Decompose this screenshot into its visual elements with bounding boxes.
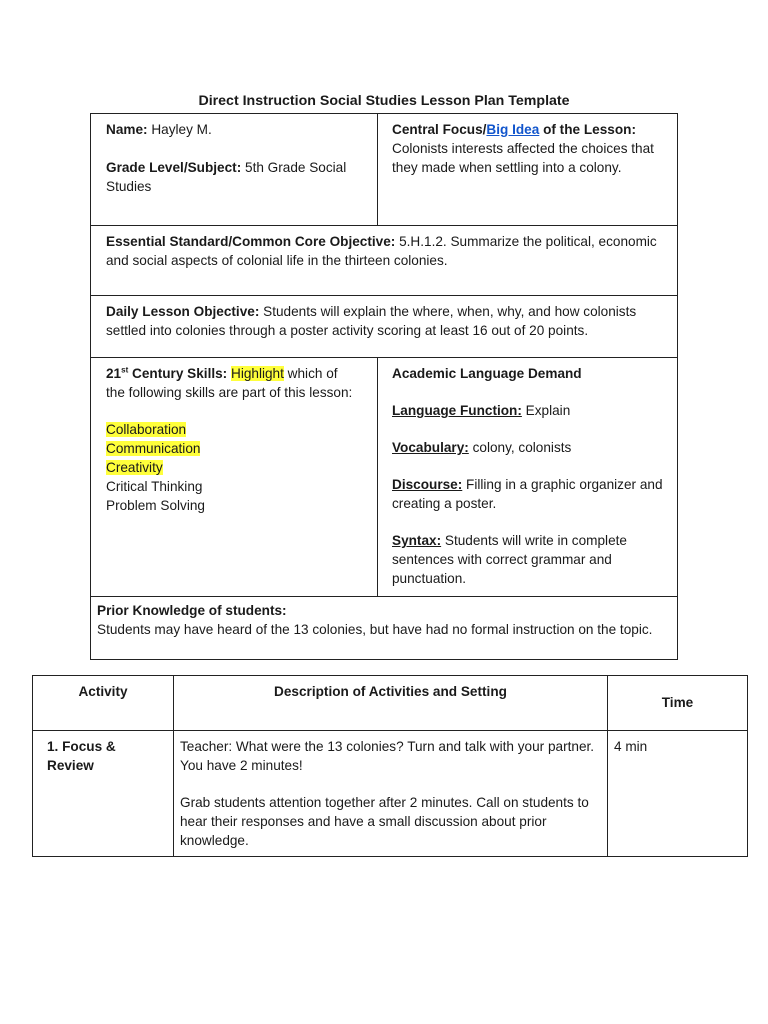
skill-item — [106, 458, 363, 477]
skill-item-label: Collaboration — [106, 422, 187, 437]
prior-knowledge-label: Prior Knowledge of students: — [97, 603, 287, 618]
document-title: Direct Instruction Social Studies Lesson Plan Template — [198, 93, 570, 109]
skill-item — [106, 496, 363, 515]
syntax-label: Syntax: — [392, 533, 442, 548]
name-value: Hayley M. — [147, 122, 212, 137]
activity-time: 4 min — [608, 731, 748, 857]
skills-cell — [91, 358, 378, 596]
academic-language-heading: Academic Language Demand — [392, 366, 582, 381]
table-row — [33, 731, 748, 857]
grade-label: Grade Level/Subject: — [106, 160, 242, 175]
skill-item-label: Critical Thinking — [106, 479, 203, 494]
standard-value: 5.H.1.2. Summarize the political, economic and social aspects of colonial life in the thirteen colonies. — [106, 234, 657, 268]
skill-item-label: Communication — [106, 441, 201, 456]
big-idea-link[interactable]: Big Idea — [486, 122, 540, 137]
central-focus-cell — [378, 114, 677, 225]
highlight-word: Highlight — [231, 366, 284, 381]
grade-value: 5th Grade Social Studies — [106, 160, 347, 194]
skill-item — [106, 439, 363, 458]
name-label: Name: — [106, 122, 148, 137]
name-field — [106, 120, 363, 139]
discourse — [392, 475, 667, 513]
language-function-label: Language Function: — [392, 403, 522, 418]
skills-label: Century Skills: — [128, 366, 228, 381]
skill-item — [106, 477, 363, 496]
academic-language-cell — [378, 358, 677, 596]
central-focus-value: Colonists interests affected the choices that they made when settling into a colony. — [392, 141, 654, 175]
standard-label: Essential Standard/Common Core Objective: — [106, 234, 396, 249]
description-header: Description of Activities and Setting — [174, 676, 608, 731]
language-function — [392, 401, 667, 420]
skills-instruction-cont: the following skills are part of this lesson: — [106, 385, 353, 400]
name-grade-cell — [91, 114, 378, 225]
language-function-value: Explain — [521, 403, 571, 418]
daily-objective-value: Students will explain the where, when, why, and how colonists settled into colonies through a poster activity scoring at least 16 out of 20 points. — [106, 304, 637, 338]
discourse-value: Filling in a graphic organizer and creating a poster. — [392, 477, 663, 511]
skill-item-label: Creativity — [106, 460, 163, 475]
vocabulary-label: Vocabulary: — [392, 440, 469, 455]
prior-knowledge-value: Students may have heard of the 13 colonies, but have had no formal instruction on the topic. — [97, 622, 653, 637]
daily-objective-cell — [91, 296, 677, 357]
central-focus-label-end: of the Lesson: — [539, 122, 636, 137]
activity-name: 1. Focus & Review — [33, 731, 174, 857]
central-focus-heading — [392, 120, 667, 139]
activities-header-row — [33, 676, 748, 731]
daily-objective-row — [91, 296, 677, 358]
lesson-plan-table — [90, 113, 678, 660]
activity-header: Activity — [33, 676, 174, 731]
prior-knowledge-row — [91, 597, 677, 659]
prior-knowledge-cell — [91, 597, 677, 659]
standard-row — [91, 226, 677, 296]
time-header: Time — [608, 676, 748, 731]
grade-field — [106, 158, 363, 196]
syntax-value: Students will write in complete sentences with correct grammar and punctuation. — [392, 533, 627, 586]
skills-instruction: which of — [283, 366, 338, 381]
standard-cell — [91, 226, 677, 295]
activity-description-p2: Grab students attention together after 2 minutes. Call on students to hear their responses and have a small discussion about prior knowledge. — [180, 795, 589, 848]
central-focus-label: Central Focus/ — [392, 122, 487, 137]
vocabulary — [392, 438, 667, 457]
skill-item-label: Problem Solving — [106, 498, 205, 513]
skills-label-sup: st — [121, 365, 129, 375]
daily-objective-label: Daily Lesson Objective: — [106, 304, 260, 319]
info-row — [91, 114, 677, 226]
skill-item — [106, 420, 363, 439]
activity-description-p1: Teacher: What were the 13 colonies? Turn and talk with your partner. You have 2 minutes! — [180, 739, 595, 773]
activities-table — [32, 675, 748, 857]
syntax — [392, 531, 667, 588]
discourse-label: Discourse: — [392, 477, 463, 492]
skills-heading — [106, 364, 363, 383]
skills-label-number: 21 — [106, 366, 122, 381]
skills-list — [106, 420, 363, 515]
activity-description — [174, 731, 608, 857]
skills-language-row — [91, 358, 677, 597]
vocabulary-value: colony, colonists — [468, 440, 572, 455]
